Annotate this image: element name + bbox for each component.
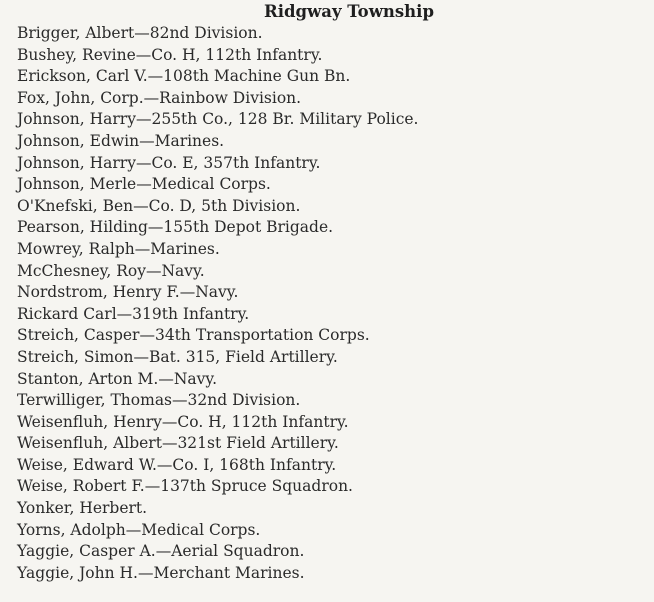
roster-entry: Bushey, Revine—Co. H, 112th Infantry. <box>17 45 323 64</box>
roster-entry: Streich, Simon—Bat. 315, Field Artillery. <box>17 347 338 366</box>
roster-entry: Rickard Carl—319th Infantry. <box>17 304 250 323</box>
roster-entry: Fox, John, Corp.—Rainbow Division. <box>17 88 302 107</box>
roster-entry: Erickson, Carl V.—108th Machine Gun Bn. <box>17 67 351 86</box>
roster-entry: McChesney, Roy—Navy. <box>17 261 205 280</box>
roster-entry: Brigger, Albert—82nd Division. <box>17 24 263 42</box>
roster-entry: Weise, Robert F.—137th Spruce Squadron. <box>17 477 353 496</box>
roster-entry: Weisenfluh, Albert—321st Field Artillery. <box>17 434 339 453</box>
roster-entry: Terwilliger, Thomas—32nd Division. <box>17 391 301 410</box>
roster-entry: Weise, Edward W.—Co. I, 168th Infantry. <box>17 455 337 474</box>
roster-entry: Weisenfluh, Henry—Co. H, 112th Infantry. <box>17 412 349 431</box>
roster-entry: Mowrey, Ralph—Marines. <box>17 239 220 258</box>
roster-entry: Streich, Casper—34th Transportation Corps. <box>17 326 370 345</box>
roster-entry: Johnson, Edwin—Marines. <box>17 131 225 150</box>
roster-entry: Johnson, Harry—Co. E, 357th Infantry. <box>17 153 321 172</box>
roster-entry: Johnson, Merle—Medical Corps. <box>17 175 271 194</box>
roster-entry: Yorns, Adolph—Medical Corps. <box>17 520 261 539</box>
roster-entry: O'Knefski, Ben—Co. D, 5th Division. <box>17 196 301 215</box>
roster-entry: Pearson, Hilding—155th Depot Brigade. <box>17 218 334 237</box>
roster-entry: Yonker, Herbert. <box>17 499 148 518</box>
roster-entry: Yaggie, John H.—Merchant Marines. <box>17 563 305 582</box>
roster-entry: Nordstrom, Henry F.—Navy. <box>17 283 239 302</box>
roster-entry: Yaggie, Casper A.—Aerial Squadron. <box>17 542 305 561</box>
roster-list <box>17 23 419 584</box>
roster-entry: Stanton, Arton M.—Navy. <box>17 369 218 388</box>
roster-entry: Johnson, Harry—255th Co., 128 Br. Military Police. <box>17 110 419 129</box>
section-heading: Ridgway Township <box>264 2 434 21</box>
